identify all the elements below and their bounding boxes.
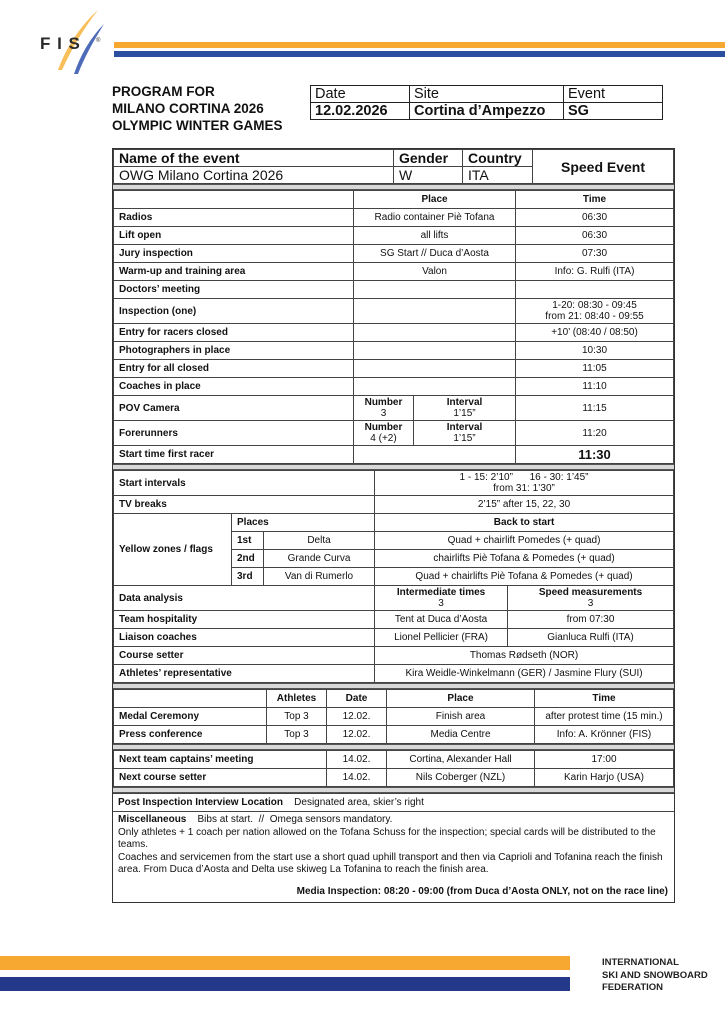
schedule-row: [114, 245, 674, 263]
row-label: Entry for all closed: [114, 360, 354, 378]
liaison-coach: Gianluca Rulfi (ITA): [508, 629, 674, 647]
next-row: [114, 751, 674, 769]
row-time: 11:05: [516, 360, 674, 378]
program-title: [112, 83, 283, 134]
post-inspection-label: Post Inspection Interview Location: [118, 797, 284, 808]
row-place: [354, 342, 516, 360]
zone-rank: 1st: [232, 532, 264, 550]
schedule-row: [114, 342, 674, 360]
row-time: 06:30: [516, 209, 674, 227]
data-analysis-row: [114, 586, 674, 611]
footer-stripe-orange: [0, 956, 570, 970]
ceremony-row: [114, 726, 674, 744]
row-label: Radios: [114, 209, 354, 227]
row-place: [354, 446, 516, 464]
federation-line: FEDERATION: [602, 982, 664, 993]
row-place: [354, 378, 516, 396]
program-title-line: MILANO CORTINA 2026: [112, 101, 264, 116]
row-label: TV breaks: [114, 496, 375, 514]
start-intervals-row: [114, 471, 674, 496]
media-inspection-note: Media Inspection: 08:20 - 09:00 (from Duca d’Aosta ONLY, not on the race line): [296, 885, 668, 897]
schedule-row: [114, 299, 674, 324]
row-date: 12.02.: [327, 708, 387, 726]
pov-number: [354, 396, 414, 421]
footer-stripe-blue: [0, 977, 570, 991]
forerunners-interval: [414, 421, 516, 446]
row-place: Radio container Piè Tofana: [354, 209, 516, 227]
row-label: Medal Ceremony: [114, 708, 267, 726]
row-time: 11:10: [516, 378, 674, 396]
federation-name: [602, 957, 708, 995]
start-intervals-line: 1 - 15: 2’10” 16 - 30: 1’45”: [459, 472, 589, 483]
schedule-header-blank: [114, 191, 354, 209]
federation-line: INTERNATIONAL: [602, 957, 679, 968]
row-label: POV Camera: [114, 396, 354, 421]
row-label: Entry for racers closed: [114, 324, 354, 342]
row-time: Info: A. Krönner (FIS): [535, 726, 674, 744]
zone-rank: 3rd: [232, 568, 264, 586]
row-label: Forerunners: [114, 421, 354, 446]
row-label: Doctors’ meeting: [114, 281, 354, 299]
row-time: 17:00: [535, 751, 674, 769]
race-details-table: [113, 470, 674, 683]
time-header: Time: [535, 690, 674, 708]
place-header: Place: [387, 690, 535, 708]
event-category: Speed Event: [533, 150, 674, 184]
speed-label: Speed measurements: [538, 587, 643, 598]
row-athletes: Top 3: [267, 708, 327, 726]
date-header: Date: [327, 690, 387, 708]
registered-mark-icon: ®: [96, 38, 101, 44]
row-time: [516, 281, 674, 299]
tv-breaks-row: [114, 496, 674, 514]
course-setter-value: Thomas Rødseth (NOR): [375, 647, 674, 665]
zone-place: Delta: [264, 532, 375, 550]
row-time: 07:30: [516, 245, 674, 263]
time-header: Time: [516, 191, 674, 209]
event-value: SG: [564, 103, 663, 120]
interval-value: 1’15”: [453, 433, 476, 444]
zone-back-to-start: Quad + chairlift Pomedes (+ quad): [375, 532, 674, 550]
row-place: [354, 299, 516, 324]
row-time: 06:30: [516, 227, 674, 245]
pov-interval: [414, 396, 516, 421]
row-date: 12.02.: [327, 726, 387, 744]
row-place: SG Start // Duca d’Aosta: [354, 245, 516, 263]
row-time: after protest time (15 min.): [535, 708, 674, 726]
intermediate-label: Intermediate times: [396, 587, 486, 598]
misc-paragraph: Coaches and servicemen from the start use a short quad uphill transport and then via Caprioli and Tofanina reach the finish area. From Duca d’Aosta and Delta use skiweg La Tofanina to reach the finish area.: [118, 851, 663, 875]
row-label: Athletes’ representative: [114, 665, 375, 683]
ceremony-table: [113, 689, 674, 744]
row-label: Start intervals: [114, 471, 375, 496]
row-time: 10:30: [516, 342, 674, 360]
row-date: 14.02.: [327, 751, 387, 769]
row-time: 11:20: [516, 421, 674, 446]
site-label: Site: [410, 86, 564, 103]
next-row: [114, 769, 674, 787]
row-time: Info: G. Rulfi (ITA): [516, 263, 674, 281]
row-label: Lift open: [114, 227, 354, 245]
team-hospitality-row: [114, 611, 674, 629]
post-inspection-value: Designated area, skier’s right: [294, 797, 424, 808]
site-value: Cortina d’Ampezzo: [410, 103, 564, 120]
row-label: Inspection (one): [114, 299, 354, 324]
row-place: Tent at Duca d’Aosta: [375, 611, 508, 629]
row-date: 14.02.: [327, 769, 387, 787]
schedule-row: [114, 263, 674, 281]
row-label: Data analysis: [114, 586, 375, 611]
forerunners-row: [114, 421, 674, 446]
row-label: Course setter: [114, 647, 375, 665]
athletes-header: Athletes: [267, 690, 327, 708]
places-header: Places: [232, 514, 375, 532]
row-time: [516, 299, 674, 324]
schedule-row: [114, 227, 674, 245]
interval-label: Interval: [446, 422, 483, 433]
country-label: Country: [463, 150, 533, 167]
speed-value: 3: [587, 598, 594, 609]
row-place: Finish area: [387, 708, 535, 726]
tv-breaks-value: 2’15” after 15, 22, 30: [375, 496, 674, 514]
pov-camera-row: [114, 396, 674, 421]
row-time: from 07:30: [508, 611, 674, 629]
date-label: Date: [311, 86, 410, 103]
athletes-rep-value: Kira Weidle-Winkelmann (GER) / Jasmine Flury (SUI): [375, 665, 674, 683]
yellow-zones-header-row: [114, 514, 674, 532]
row-label: Liaison coaches: [114, 629, 375, 647]
start-intervals-line: from 31: 1’30”: [493, 483, 555, 494]
number-value: 4 (+2): [370, 433, 397, 444]
misc-first-line: Bibs at start. // Omega sensors mandatory.: [197, 814, 393, 825]
misc-label: Miscellaneous: [118, 814, 187, 825]
schedule-row: [114, 209, 674, 227]
event-label: Event: [564, 86, 663, 103]
zone-back-to-start: Quad + chairlifts Piè Tofana & Pomedes (+ quad): [375, 568, 674, 586]
row-place: all lifts: [354, 227, 516, 245]
row-time: 11:15: [516, 396, 674, 421]
schedule-row: [114, 378, 674, 396]
interval-value: 1’15”: [453, 408, 476, 419]
row-place: [354, 360, 516, 378]
speed-measurements: [508, 586, 674, 611]
first-racer-row: [114, 446, 674, 464]
schedule-table: [113, 190, 674, 464]
row-place: [354, 281, 516, 299]
row-label: Start time first racer: [114, 446, 354, 464]
next-meetings-table: [113, 750, 674, 787]
intermediate-times: [375, 586, 508, 611]
schedule-row: [114, 281, 674, 299]
row-label: Next course setter: [114, 769, 327, 787]
first-racer-time: 11:30: [516, 446, 674, 464]
row-label: Coaches in place: [114, 378, 354, 396]
program-sheet: [112, 148, 675, 903]
misc-paragraph: Only athletes + 1 coach per nation allowed on the Tofana Schuss for the inspection; special cards will be distributed to the teams.: [118, 826, 656, 850]
row-place: Cortina, Alexander Hall: [387, 751, 535, 769]
schedule-row: [114, 324, 674, 342]
row-label: Photographers in place: [114, 342, 354, 360]
zone-place: Grande Curva: [264, 550, 375, 568]
athletes-rep-row: [114, 665, 674, 683]
row-time: Karin Harjo (USA): [535, 769, 674, 787]
row-place: [354, 324, 516, 342]
row-place: Nils Coberger (NZL): [387, 769, 535, 787]
inspection-time-2: from 21: 08:40 - 09:55: [545, 311, 644, 322]
event-name-label: Name of the event: [114, 150, 394, 167]
post-inspection-interview: [113, 793, 674, 811]
row-label: Warm-up and training area: [114, 263, 354, 281]
header-stripe-blue: [114, 51, 725, 57]
liaison-coach: Lionel Pellicier (FRA): [375, 629, 508, 647]
ceremony-header-blank: [114, 690, 267, 708]
miscellaneous-section: [113, 811, 674, 902]
inspection-time-1: 1-20: 08:30 - 09:45: [552, 300, 637, 311]
ceremony-row: [114, 708, 674, 726]
gender-label: Gender: [394, 150, 463, 167]
row-label: Next team captains’ meeting: [114, 751, 327, 769]
date-value: 12.02.2026: [311, 103, 410, 120]
row-place: Valon: [354, 263, 516, 281]
number-label: Number: [364, 422, 403, 433]
yellow-zones-label: Yellow zones / flags: [114, 514, 232, 586]
zone-place: Van di Rumerlo: [264, 568, 375, 586]
zone-back-to-start: chairlifts Piè Tofana & Pomedes (+ quad): [375, 550, 674, 568]
forerunners-number: [354, 421, 414, 446]
row-label: Team hospitality: [114, 611, 375, 629]
date-site-event-table: [310, 85, 663, 120]
event-info-table: [113, 149, 674, 184]
row-label: Jury inspection: [114, 245, 354, 263]
schedule-row: [114, 360, 674, 378]
back-to-start-header: Back to start: [375, 514, 674, 532]
liaison-coaches-row: [114, 629, 674, 647]
number-value: 3: [380, 408, 387, 419]
start-intervals-value: [375, 471, 674, 496]
interval-label: Interval: [446, 397, 483, 408]
row-label: Press conference: [114, 726, 267, 744]
program-title-line: PROGRAM FOR: [112, 84, 215, 99]
number-label: Number: [364, 397, 403, 408]
row-athletes: Top 3: [267, 726, 327, 744]
intermediate-value: 3: [438, 598, 444, 609]
fis-logo-text: F I S: [40, 34, 81, 53]
row-time: +10’ (08:40 / 08:50): [516, 324, 674, 342]
event-name-value: OWG Milano Cortina 2026: [114, 167, 394, 184]
federation-line: SKI AND SNOWBOARD: [602, 969, 708, 981]
row-place: Media Centre: [387, 726, 535, 744]
header-stripe-orange: [114, 42, 725, 48]
place-header: Place: [354, 191, 516, 209]
program-title-line: OLYMPIC WINTER GAMES: [112, 118, 283, 133]
gender-value: W: [394, 167, 463, 184]
country-value: ITA: [463, 167, 533, 184]
zone-rank: 2nd: [232, 550, 264, 568]
course-setter-row: [114, 647, 674, 665]
